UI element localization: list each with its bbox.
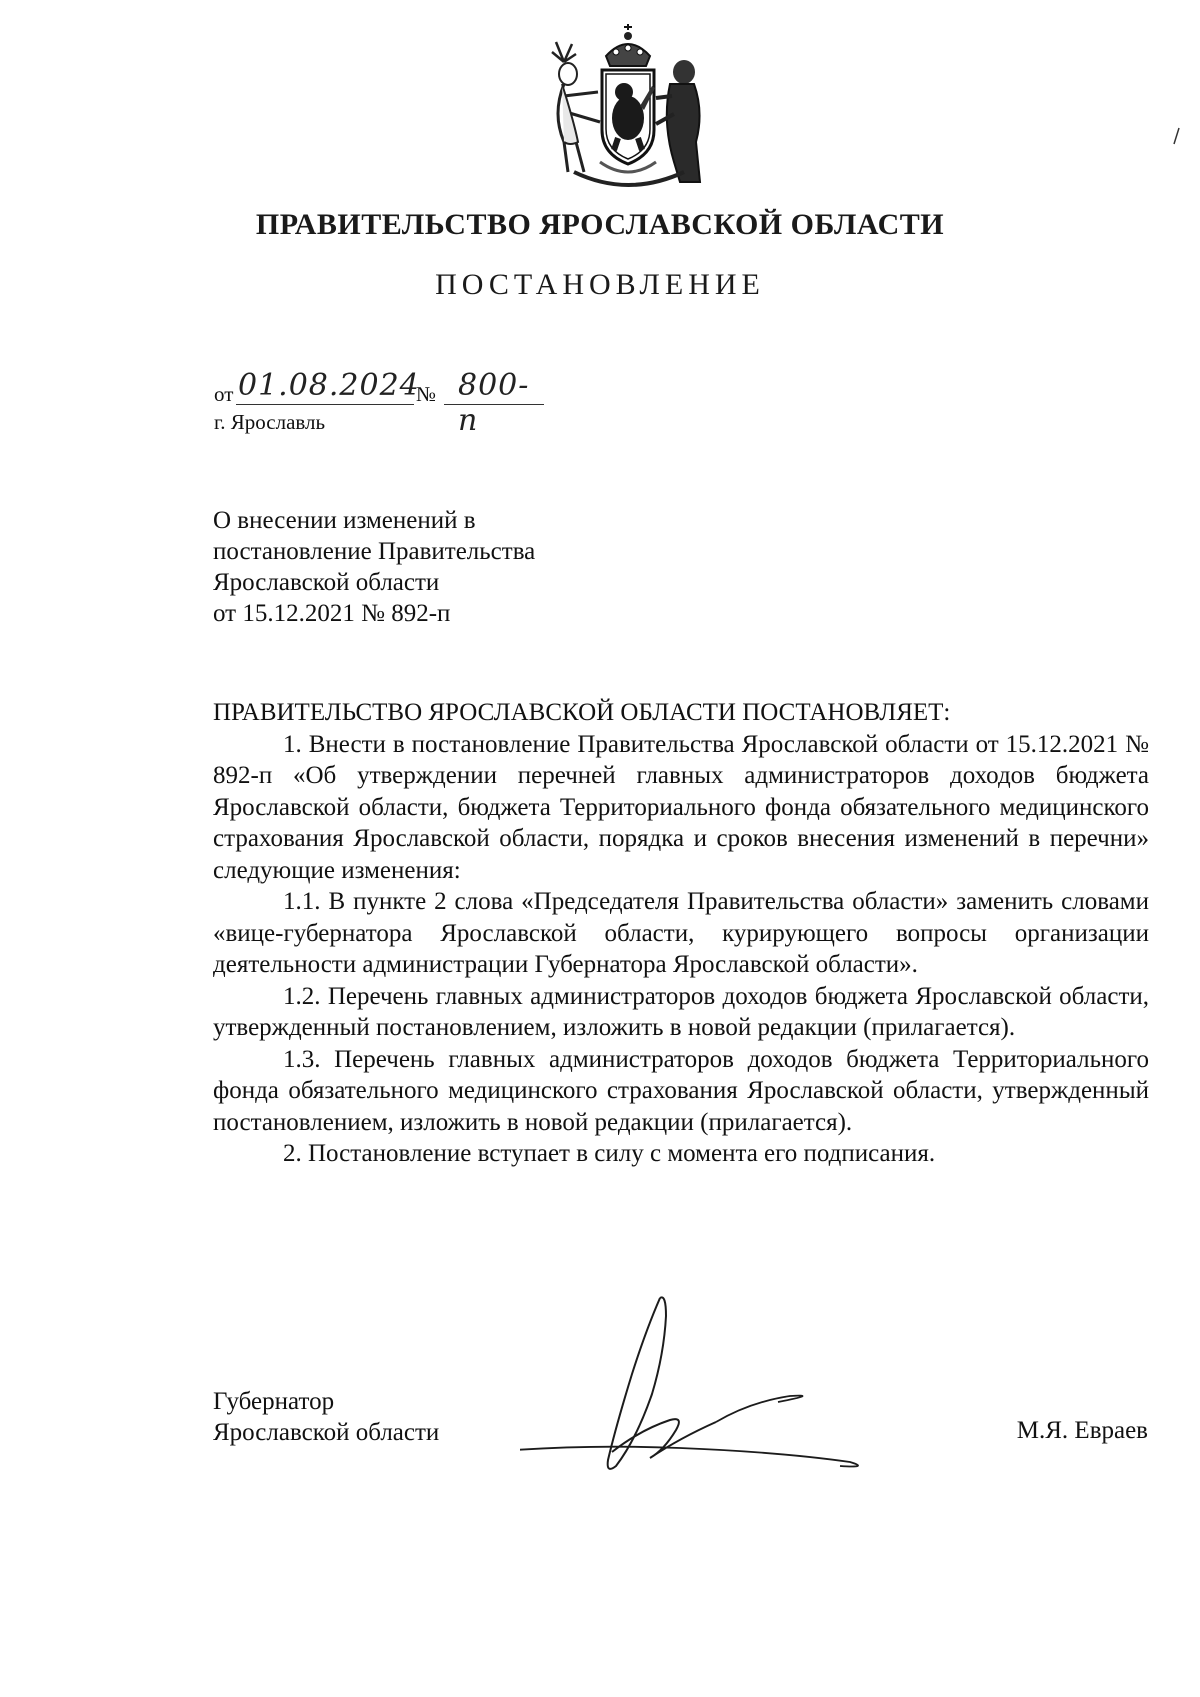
number-prefix: № — [416, 382, 437, 406]
resolution-intro: ПРАВИТЕЛЬСТВО ЯРОСЛАВСКОЙ ОБЛАСТИ ПОСТАНОВЛЯЕТ: — [213, 699, 951, 726]
paragraph-1-2: 1.2. Перечень главных администраторов доходов бюджета Ярославской области, утвержденный постановлением, изложить в новой редакции (прилагается). — [213, 982, 1149, 1041]
position-line: Ярославской области — [213, 1419, 440, 1446]
position-line: Губернатор — [213, 1388, 335, 1415]
date-underline — [236, 404, 414, 405]
handwritten-signature-icon — [520, 1290, 940, 1480]
subject-line: О внесении изменений в — [213, 507, 476, 534]
number-underline — [444, 404, 544, 405]
document-type: ПОСТАНОВЛЕНИЕ — [435, 268, 765, 301]
subject-line: постановление Правительства — [213, 538, 536, 565]
stray-pen-mark — [1170, 126, 1182, 146]
paragraph-1-1: 1.1. В пункте 2 слова «Председателя Правительства области» заменить словами «вице-губернатора Ярославской области, курирующего вопросы организации деятельности администрации Губернатора Ярославской области». — [213, 888, 1149, 978]
paragraph-1-3: 1.3. Перечень главных администраторов доходов бюджета Территориального фонда обязательного медицинского страхования Ярославской области, утвержденный постановлением, изложить в новой редакции (прилагается). — [213, 1045, 1149, 1136]
date-prefix: от — [214, 382, 234, 406]
subject-line: от 15.12.2021 № 892-п — [213, 600, 451, 627]
handwritten-number: 800-п — [458, 368, 530, 438]
subject-line: Ярославской области — [213, 569, 440, 596]
government-title: ПРАВИТЕЛЬСТВО ЯРОСЛАВСКОЙ ОБЛАСТИ — [255, 208, 945, 241]
document-body — [213, 697, 1149, 1170]
handwritten-date: 01.08.2024 — [238, 368, 420, 403]
document-subject — [213, 505, 535, 629]
paragraph-1: 1. Внести в постановление Правительства Ярославской области от 15.12.2021 № 892-п «Об утверждении перечней главных администраторов доходов бюджета Ярославской области, бюджета Территориального фонда обязательного медицинского страхования Ярославской области, порядка и сроков внесения изменений в перечни» следующие изменения: — [213, 730, 1149, 884]
paragraph-2: 2. Постановление вступает в силу с момента его подписания. — [283, 1140, 936, 1167]
coat-of-arms-icon — [544, 22, 712, 194]
signer-position — [213, 1386, 439, 1448]
signer-name: М.Я. Евраев — [1016, 1417, 1148, 1444]
city: г. Ярославль — [214, 410, 326, 434]
